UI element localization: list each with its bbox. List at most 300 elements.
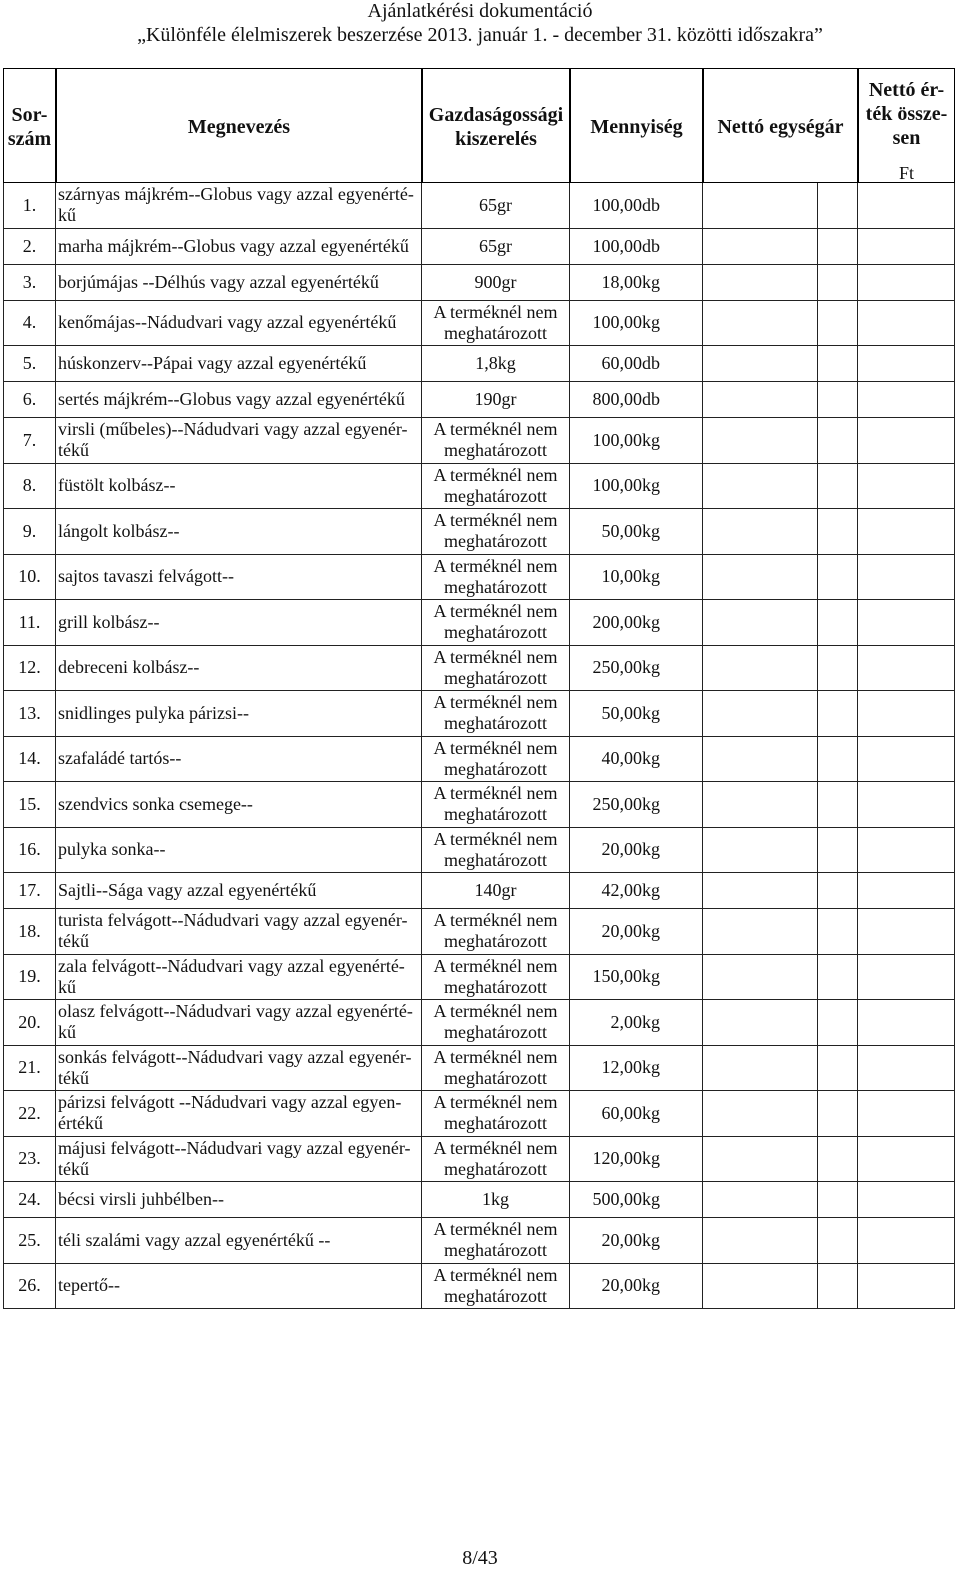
row-number-cell xyxy=(3,1182,56,1217)
quantity: 18,00kg xyxy=(601,271,660,292)
row-number-cell xyxy=(3,600,56,645)
packaging-cell xyxy=(422,782,570,827)
unit-price-cell xyxy=(703,509,818,554)
unit-price-extra-cell xyxy=(818,418,858,463)
net-total-cell xyxy=(858,509,955,554)
item-name-cell xyxy=(56,873,422,908)
row-number: 10. xyxy=(18,566,41,587)
header-row-number xyxy=(3,68,56,183)
net-total-cell xyxy=(858,1046,955,1091)
packaging: A terméknél nem meghatározott xyxy=(433,510,558,552)
quantity-cell xyxy=(570,301,703,346)
packaging: A terméknél nem meghatározott xyxy=(433,955,558,997)
table-row xyxy=(3,382,955,418)
header-quantity-label: Mennyiség xyxy=(590,116,683,138)
packaging: A terméknél nem meghatározott xyxy=(433,1264,558,1306)
quantity: 100,00kg xyxy=(592,312,660,333)
item-name: marha májkrém--Globus vagy azzal egyenértékű xyxy=(58,235,409,256)
quantity-cell xyxy=(570,1182,703,1217)
item-name-cell xyxy=(56,509,422,554)
packaging: A terméknél nem meghatározott xyxy=(433,783,558,825)
quantity: 40,00kg xyxy=(601,748,660,769)
table-row xyxy=(3,1000,955,1046)
table-body xyxy=(3,183,955,1309)
table-row xyxy=(3,691,955,737)
row-number-cell xyxy=(3,737,56,782)
table-row xyxy=(3,909,955,955)
item-name: téli szalámi vagy azzal egyenértékű -- xyxy=(58,1229,331,1250)
item-name-cell xyxy=(56,828,422,873)
row-number: 12. xyxy=(18,657,41,678)
row-number: 15. xyxy=(18,793,41,814)
net-total-cell xyxy=(858,646,955,691)
unit-price-cell xyxy=(703,646,818,691)
item-name-cell xyxy=(56,1137,422,1182)
packaging-cell xyxy=(422,1000,570,1045)
quantity: 20,00kg xyxy=(601,920,660,941)
item-name: sajtos tavaszi felvágott-- xyxy=(58,566,234,587)
row-number: 22. xyxy=(18,1102,41,1123)
quantity-cell xyxy=(570,229,703,264)
row-number-cell xyxy=(3,1137,56,1182)
net-total-cell xyxy=(858,555,955,600)
unit-price-extra-cell xyxy=(818,646,858,691)
quantity-cell xyxy=(570,600,703,645)
net-total-cell xyxy=(858,600,955,645)
item-name: grill kolbász-- xyxy=(58,611,160,632)
quantity-cell xyxy=(570,1000,703,1045)
unit-price-extra-cell xyxy=(818,782,858,827)
header-name-label: Megnevezés xyxy=(187,116,291,138)
item-name: szárnyas májkrém--Globus vagy azzal egyenérté- kű xyxy=(58,184,414,226)
item-name: bécsi virsli juhbélben-- xyxy=(58,1189,224,1209)
net-total-cell xyxy=(858,346,955,381)
item-name-cell xyxy=(56,1046,422,1091)
table-header-row xyxy=(3,68,955,183)
row-number: 3. xyxy=(22,271,37,292)
quantity-cell xyxy=(570,1218,703,1263)
unit-price-extra-cell xyxy=(818,1000,858,1045)
net-total-cell xyxy=(858,909,955,954)
packaging: 1kg xyxy=(482,1189,509,1209)
quantity-cell xyxy=(570,1137,703,1182)
header-packaging-label: Gazdaságossági kiszerelés xyxy=(428,104,564,150)
unit-price-cell xyxy=(703,1182,818,1217)
packaging-cell xyxy=(422,873,570,908)
net-total-cell xyxy=(858,1000,955,1045)
header-net-total xyxy=(858,68,955,183)
packaging-cell xyxy=(422,265,570,300)
table-row xyxy=(3,646,955,692)
header-unit-price xyxy=(703,68,858,183)
item-name-cell xyxy=(56,555,422,600)
packaging-cell xyxy=(422,229,570,264)
item-name-cell xyxy=(56,346,422,381)
row-number-cell xyxy=(3,301,56,346)
packaging-cell xyxy=(422,1264,570,1309)
item-name-cell xyxy=(56,183,422,228)
unit-price-extra-cell xyxy=(818,229,858,264)
net-total-cell xyxy=(858,382,955,417)
item-name: májusi felvágott--Nádudvari vagy azzal egyenér- tékű xyxy=(58,1137,411,1179)
quantity-cell xyxy=(570,1264,703,1309)
table-row xyxy=(3,1264,955,1310)
item-name: virsli (műbeles)--Nádudvari vagy azzal egyenér- tékű xyxy=(58,419,408,461)
quantity-cell xyxy=(570,691,703,736)
item-name: füstölt kolbász-- xyxy=(58,475,176,496)
quantity: 150,00kg xyxy=(592,966,660,987)
unit-price-cell xyxy=(703,229,818,264)
net-total-cell xyxy=(858,828,955,873)
row-number: 1. xyxy=(22,194,37,215)
quantity: 100,00kg xyxy=(592,429,660,450)
packaging: A terméknél nem meghatározott xyxy=(433,464,558,506)
row-number: 17. xyxy=(18,880,41,900)
row-number-cell xyxy=(3,382,56,417)
unit-price-extra-cell xyxy=(818,955,858,1000)
quantity: 60,00db xyxy=(601,353,660,373)
item-name-cell xyxy=(56,464,422,509)
quantity: 800,00db xyxy=(592,389,660,409)
item-name-cell xyxy=(56,1182,422,1217)
row-number-cell xyxy=(3,909,56,954)
unit-price-extra-cell xyxy=(818,1182,858,1217)
row-number-cell xyxy=(3,183,56,228)
unit-price-extra-cell xyxy=(818,1137,858,1182)
unit-price-cell xyxy=(703,1137,818,1182)
unit-price-extra-cell xyxy=(818,828,858,873)
item-name-cell xyxy=(56,229,422,264)
row-number: 11. xyxy=(18,611,41,632)
packaging-cell xyxy=(422,1046,570,1091)
table-row xyxy=(3,828,955,874)
item-name-cell xyxy=(56,691,422,736)
packaging: 65gr xyxy=(479,194,512,215)
packaging-cell xyxy=(422,646,570,691)
table-row xyxy=(3,301,955,347)
row-number: 8. xyxy=(22,475,37,496)
table-row xyxy=(3,418,955,464)
packaging-cell xyxy=(422,509,570,554)
packaging-cell xyxy=(422,301,570,346)
item-name: kenőmájas--Nádudvari vagy azzal egyenértékű xyxy=(58,312,397,333)
quantity: 42,00kg xyxy=(601,880,660,900)
quantity-cell xyxy=(570,1091,703,1136)
packaging: A terméknél nem meghatározott xyxy=(433,555,558,597)
item-name: snidlinges pulyka párizsi-- xyxy=(58,702,249,723)
item-name: borjúmájas --Délhús vagy azzal egyenértékű xyxy=(58,271,379,292)
item-name: zala felvágott--Nádudvari vagy azzal egyenérté- kű xyxy=(58,955,405,997)
packaging-cell xyxy=(422,555,570,600)
row-number: 7. xyxy=(22,429,37,450)
net-total-cell xyxy=(858,1137,955,1182)
item-name-cell xyxy=(56,382,422,417)
unit-price-cell xyxy=(703,464,818,509)
unit-price-extra-cell xyxy=(818,737,858,782)
row-number-cell xyxy=(3,955,56,1000)
packaging: A terméknél nem meghatározott xyxy=(433,828,558,870)
row-number: 21. xyxy=(18,1057,41,1078)
row-number-cell xyxy=(3,1264,56,1309)
item-name: debreceni kolbász-- xyxy=(58,657,200,678)
unit-price-cell xyxy=(703,1000,818,1045)
table-row xyxy=(3,183,955,229)
table-row xyxy=(3,1091,955,1137)
row-number-cell xyxy=(3,1218,56,1263)
item-name: húskonzerv--Pápai vagy azzal egyenértékű xyxy=(58,353,367,373)
unit-price-cell xyxy=(703,265,818,300)
packaging: 140gr xyxy=(474,880,517,900)
item-name: turista felvágott--Nádudvari vagy azzal egyenér- tékű xyxy=(58,910,408,952)
item-name: pulyka sonka-- xyxy=(58,839,166,860)
unit-price-cell xyxy=(703,1046,818,1091)
row-number: 16. xyxy=(18,839,41,860)
header-net-total-label: Nettó ér- ték össze- sen xyxy=(865,79,948,149)
quantity: 100,00db xyxy=(592,194,660,215)
quantity: 100,00db xyxy=(592,235,660,256)
row-number: 25. xyxy=(18,1229,41,1250)
row-number: 23. xyxy=(18,1148,41,1169)
unit-price-cell xyxy=(703,600,818,645)
item-name-cell xyxy=(56,1264,422,1309)
packaging-cell xyxy=(422,382,570,417)
packaging-cell xyxy=(422,1137,570,1182)
table-row xyxy=(3,555,955,601)
row-number: 6. xyxy=(22,389,37,409)
item-name-cell xyxy=(56,265,422,300)
unit-price-extra-cell xyxy=(818,873,858,908)
net-total-cell xyxy=(858,265,955,300)
quantity-cell xyxy=(570,265,703,300)
row-number: 19. xyxy=(18,966,41,987)
row-number-cell xyxy=(3,555,56,600)
quantity-cell xyxy=(570,828,703,873)
net-total-cell xyxy=(858,691,955,736)
quantity-cell xyxy=(570,1046,703,1091)
quantity: 20,00kg xyxy=(601,1229,660,1250)
item-name: sonkás felvágott--Nádudvari vagy azzal egyenér- tékű xyxy=(58,1046,412,1088)
quantity-cell xyxy=(570,555,703,600)
row-number-cell xyxy=(3,1091,56,1136)
unit-price-cell xyxy=(703,873,818,908)
table-row xyxy=(3,464,955,510)
unit-price-extra-cell xyxy=(818,346,858,381)
unit-price-extra-cell xyxy=(818,691,858,736)
item-name: lángolt kolbász-- xyxy=(58,520,180,541)
quantity-cell xyxy=(570,782,703,827)
net-total-cell xyxy=(858,464,955,509)
unit-price-cell xyxy=(703,301,818,346)
unit-price-cell xyxy=(703,828,818,873)
packaging: 900gr xyxy=(474,271,517,292)
quantity-cell xyxy=(570,509,703,554)
item-name-cell xyxy=(56,909,422,954)
net-total-cell xyxy=(858,229,955,264)
net-total-cell xyxy=(858,782,955,827)
table-row xyxy=(3,509,955,555)
row-number-cell xyxy=(3,346,56,381)
packaging: A terméknél nem meghatározott xyxy=(433,646,558,688)
row-number-cell xyxy=(3,509,56,554)
row-number-cell xyxy=(3,1000,56,1045)
unit-price-extra-cell xyxy=(818,509,858,554)
item-name: párizsi felvágott --Nádudvari vagy azzal egyen- értékű xyxy=(58,1092,402,1134)
quantity: 250,00kg xyxy=(592,793,660,814)
packaging: A terméknél nem meghatározott xyxy=(433,1219,558,1261)
header-row-number-label: Sor- szám xyxy=(7,104,52,150)
unit-price-cell xyxy=(703,346,818,381)
packaging: A terméknél nem meghatározott xyxy=(433,601,558,643)
unit-price-extra-cell xyxy=(818,600,858,645)
unit-price-extra-cell xyxy=(818,382,858,417)
quantity-cell xyxy=(570,464,703,509)
quantity: 500,00kg xyxy=(592,1189,660,1209)
row-number-cell xyxy=(3,646,56,691)
item-name-cell xyxy=(56,737,422,782)
quantity-cell xyxy=(570,909,703,954)
item-name: szendvics sonka csemege-- xyxy=(58,793,253,814)
item-name: Sajtli--Sága vagy azzal egyenértékű xyxy=(58,880,317,900)
item-name: sertés májkrém--Globus vagy azzal egyenértékű xyxy=(58,389,405,409)
unit-price-cell xyxy=(703,1091,818,1136)
row-number: 9. xyxy=(22,520,37,541)
packaging: A terméknél nem meghatározott xyxy=(433,1092,558,1134)
packaging: A terméknél nem meghatározott xyxy=(433,692,558,734)
header-quantity xyxy=(570,68,703,183)
table-row xyxy=(3,1046,955,1092)
table-row xyxy=(3,600,955,646)
unit-price-extra-cell xyxy=(818,909,858,954)
quantity: 100,00kg xyxy=(592,475,660,496)
header-name xyxy=(56,68,422,183)
quantity: 250,00kg xyxy=(592,657,660,678)
packaging: A terméknél nem meghatározott xyxy=(433,737,558,779)
unit-price-extra-cell xyxy=(818,1046,858,1091)
unit-price-cell xyxy=(703,782,818,827)
net-total-cell xyxy=(858,301,955,346)
packaging: 65gr xyxy=(479,235,512,256)
net-total-cell xyxy=(858,873,955,908)
packaging: A terméknél nem meghatározott xyxy=(433,1046,558,1088)
quantity-cell xyxy=(570,418,703,463)
unit-price-cell xyxy=(703,555,818,600)
packaging-cell xyxy=(422,346,570,381)
row-number: 18. xyxy=(18,920,41,941)
quantity: 2,00kg xyxy=(610,1011,660,1032)
unit-price-extra-cell xyxy=(818,1218,858,1263)
packaging-cell xyxy=(422,691,570,736)
item-name-cell xyxy=(56,301,422,346)
packaging: A terméknél nem meghatározott xyxy=(433,910,558,952)
table-row xyxy=(3,1218,955,1264)
table-row xyxy=(3,737,955,783)
item-name: szafaládé tartós-- xyxy=(58,748,182,769)
row-number: 5. xyxy=(22,353,37,373)
row-number-cell xyxy=(3,265,56,300)
item-name-cell xyxy=(56,955,422,1000)
packaging: A terméknél nem meghatározott xyxy=(433,1001,558,1043)
packaging-cell xyxy=(422,183,570,228)
unit-price-extra-cell xyxy=(818,464,858,509)
quantity: 50,00kg xyxy=(601,702,660,723)
item-name-cell xyxy=(56,418,422,463)
row-number-cell xyxy=(3,828,56,873)
packaging-cell xyxy=(422,909,570,954)
unit-price-extra-cell xyxy=(818,1091,858,1136)
page-number: 8/43 xyxy=(462,1547,498,1569)
document-title: Ajánlatkérési dokumentáció xyxy=(367,0,593,22)
quantity-cell xyxy=(570,183,703,228)
packaging: 190gr xyxy=(474,389,517,409)
unit-price-cell xyxy=(703,382,818,417)
quantity-cell xyxy=(570,646,703,691)
item-name-cell xyxy=(56,1218,422,1263)
row-number: 20. xyxy=(18,1011,41,1032)
row-number-cell xyxy=(3,873,56,908)
quantity: 200,00kg xyxy=(592,611,660,632)
unit-price-cell xyxy=(703,1218,818,1263)
table-row xyxy=(3,229,955,265)
quantity-cell xyxy=(570,873,703,908)
item-table xyxy=(3,68,955,1309)
packaging-cell xyxy=(422,418,570,463)
unit-price-extra-cell xyxy=(818,183,858,228)
unit-price-cell xyxy=(703,1264,818,1309)
quantity-cell xyxy=(570,346,703,381)
quantity: 20,00kg xyxy=(601,1275,660,1296)
net-total-cell xyxy=(858,1091,955,1136)
header-unit-price-label: Nettó egységár xyxy=(717,116,844,138)
table-row xyxy=(3,955,955,1001)
packaging-cell xyxy=(422,737,570,782)
item-name-cell xyxy=(56,1000,422,1045)
quantity: 60,00kg xyxy=(601,1102,660,1123)
row-number: 4. xyxy=(22,312,37,333)
item-name-cell xyxy=(56,600,422,645)
unit-price-cell xyxy=(703,418,818,463)
packaging-cell xyxy=(422,955,570,1000)
quantity: 120,00kg xyxy=(592,1148,660,1169)
row-number: 14. xyxy=(18,748,41,769)
packaging-cell xyxy=(422,600,570,645)
item-name-cell xyxy=(56,782,422,827)
table-row xyxy=(3,346,955,382)
item-name-cell xyxy=(56,646,422,691)
unit-price-cell xyxy=(703,183,818,228)
net-total-cell xyxy=(858,1182,955,1217)
quantity-cell xyxy=(570,737,703,782)
packaging: A terméknél nem meghatározott xyxy=(433,1137,558,1179)
quantity: 10,00kg xyxy=(601,566,660,587)
unit-price-cell xyxy=(703,737,818,782)
net-total-cell xyxy=(858,418,955,463)
packaging: A terméknél nem meghatározott xyxy=(433,419,558,461)
item-name: olasz felvágott--Nádudvari vagy azzal egyenérté- kű xyxy=(58,1001,413,1043)
row-number-cell xyxy=(3,1046,56,1091)
packaging-cell xyxy=(422,828,570,873)
table-row xyxy=(3,1137,955,1183)
packaging-cell xyxy=(422,464,570,509)
quantity: 50,00kg xyxy=(601,520,660,541)
packaging-cell xyxy=(422,1182,570,1217)
quantity-cell xyxy=(570,955,703,1000)
item-name: tepertő-- xyxy=(58,1275,120,1296)
unit-price-extra-cell xyxy=(818,1264,858,1309)
row-number: 24. xyxy=(18,1189,41,1209)
packaging-cell xyxy=(422,1218,570,1263)
table-row xyxy=(3,1182,955,1218)
quantity: 20,00kg xyxy=(601,839,660,860)
